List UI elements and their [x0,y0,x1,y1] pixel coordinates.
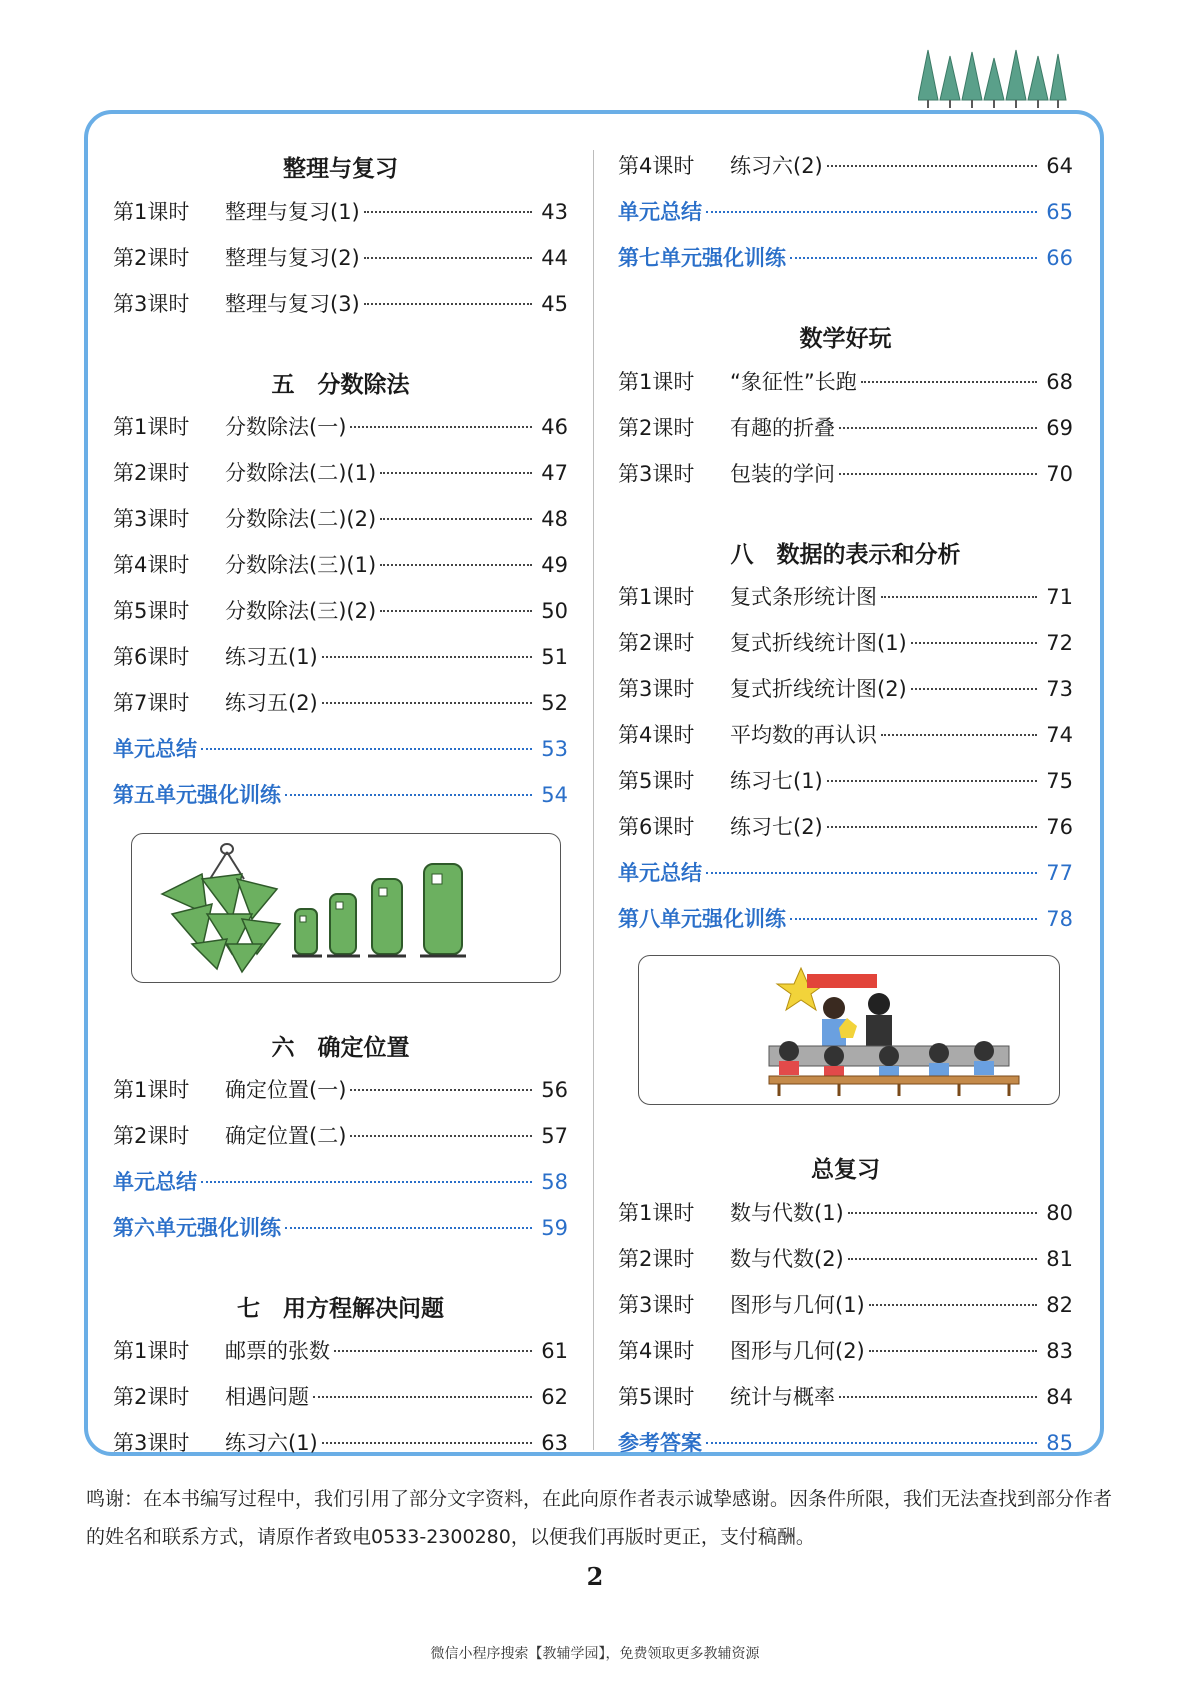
entry-page-number: 61 [541,1339,568,1363]
entry-page-number: 62 [541,1385,568,1409]
entry-title: 第六单元强化训练 [113,1216,281,1240]
toc-entry-unit5[interactable] [113,503,568,533]
lesson-number: 第3课时 [113,292,190,316]
dot-leader [706,211,1037,213]
toc-entry-unit5[interactable] [113,549,568,579]
toc-entry-unit8[interactable] [618,903,1073,933]
entry-title: 相遇问题 [225,1385,309,1409]
entry-title: 平均数的再认识 [730,723,877,747]
illustration-classroom [638,955,1060,1105]
entry-title: 复式折线统计图(1) [730,631,907,655]
page-number: 2 [586,1562,604,1591]
entry-page-number: 58 [541,1170,568,1194]
entry-page-number: 53 [541,737,568,761]
entry-title: 分数除法(二)(2) [225,507,377,531]
toc-entry-unit7[interactable] [618,196,1073,226]
dot-leader [911,688,1037,690]
entry-page-number: 74 [1046,723,1073,747]
dot-leader [322,1442,532,1444]
toc-entry-unit5[interactable] [113,457,568,487]
entry-title: 练习六(1) [225,1431,318,1455]
entry-page-number: 47 [541,461,568,485]
dot-leader [848,1258,1037,1260]
entry-page-number: 77 [1046,861,1073,885]
entry-title: 练习五(2) [225,691,318,715]
classroom-icon [639,956,1059,1104]
toc-entry-unit5[interactable] [113,595,568,625]
lesson-number: 第7课时 [113,691,190,715]
entry-page-number: 63 [541,1431,568,1455]
entry-page-number: 49 [541,553,568,577]
toc-entry-final[interactable] [618,1381,1073,1411]
zongzi-icon [132,834,560,982]
lesson-number: 第2课时 [113,1385,190,1409]
entry-title: 复式折线统计图(2) [730,677,907,701]
section-heading-review4: 整理与复习 [283,156,398,182]
toc-entry-unit7[interactable] [113,1381,568,1411]
section-heading-unit8: 八 数据的表示和分析 [730,542,961,568]
entry-title: 数与代数(1) [730,1201,844,1225]
toc-entry-final[interactable] [618,1197,1073,1227]
entry-page-number: 78 [1046,907,1073,931]
dot-leader [322,656,532,658]
entry-title: 复式条形统计图 [730,585,877,609]
entry-title: 分数除法(三)(2) [225,599,377,623]
toc-entry-unit7[interactable] [618,242,1073,272]
dot-leader [839,427,1037,429]
entry-page-number: 72 [1046,631,1073,655]
entry-title: 分数除法(三)(1) [225,553,377,577]
entry-page-number: 70 [1046,462,1073,486]
lesson-number: 第5课时 [618,769,695,793]
trees-decoration [918,48,1068,110]
lesson-number: 第4课时 [618,1339,695,1363]
lesson-number: 第1课时 [113,415,190,439]
entry-title: 分数除法(二)(1) [225,461,377,485]
section-heading-unit5: 五 分数除法 [271,372,410,398]
dot-leader [201,1181,532,1183]
entry-page-number: 44 [541,246,568,270]
entry-page-number: 73 [1046,677,1073,701]
lesson-number: 第5课时 [618,1385,695,1409]
entry-page-number: 56 [541,1078,568,1102]
entry-page-number: 83 [1046,1339,1073,1363]
dot-leader [364,257,532,259]
lesson-number: 第1课时 [618,585,695,609]
entry-page-number: 52 [541,691,568,715]
dot-leader [869,1350,1037,1352]
entry-page-number: 54 [541,783,568,807]
entry-title: 第七单元强化训练 [618,246,786,270]
toc-entry-unit8[interactable] [618,811,1073,841]
dot-leader [364,211,532,213]
toc-entry-unit5[interactable] [113,733,568,763]
dot-leader [334,1350,532,1352]
lesson-number: 第3课时 [618,677,695,701]
dot-leader [869,1304,1037,1306]
lesson-number: 第1课时 [618,370,695,394]
toc-entry-final[interactable] [618,1427,1073,1457]
acknowledgement-text: 鸣谢：在本书编写过程中，我们引用了部分文字资料，在此向原作者表示诚挚感谢。因条件所限，我们无法查找到部分作者的姓名和联系方式，请原作者致电0533-2300280，以便我们再版时更正，支付稿酬。 [86,1488,1113,1548]
entry-title: 练习五(1) [225,645,318,669]
entry-title: 第五单元强化训练 [113,783,281,807]
lesson-number: 第3课时 [113,1431,190,1455]
entry-title: 图形与几何(2) [730,1339,865,1363]
lesson-number: 第4课时 [113,553,190,577]
toc-entry-final[interactable] [618,1289,1073,1319]
dot-leader [911,642,1037,644]
lesson-number: 第6课时 [113,645,190,669]
toc-entry-unit7[interactable] [113,1427,568,1457]
section-heading-unit6: 六 确定位置 [271,1035,410,1061]
dot-leader [201,748,532,750]
toc-entry-unit6[interactable] [113,1212,568,1242]
dot-leader [380,564,532,566]
section-heading-unit7: 七 用方程解决问题 [237,1296,444,1322]
toc-entry-fun[interactable] [618,458,1073,488]
lesson-number: 第1课时 [113,200,190,224]
dot-leader [861,381,1037,383]
toc-entry-unit5[interactable] [113,779,568,809]
entry-title: 单元总结 [113,737,197,761]
entry-title: 单元总结 [618,200,702,224]
section-heading-final: 总复习 [811,1157,880,1183]
entry-page-number: 64 [1046,154,1073,178]
toc-entry-unit8[interactable] [618,581,1073,611]
entry-page-number: 45 [541,292,568,316]
dot-leader [380,472,532,474]
entry-page-number: 80 [1046,1201,1073,1225]
lesson-number: 第2课时 [618,631,695,655]
entry-page-number: 65 [1046,200,1073,224]
toc-entry-unit8[interactable] [618,673,1073,703]
entry-title: 练习七(2) [730,815,823,839]
entry-page-number: 46 [541,415,568,439]
entry-title: 确定位置(一) [225,1078,347,1102]
dot-leader [380,610,532,612]
entry-title: “象征性”长跑 [730,370,857,394]
entry-title: 单元总结 [618,861,702,885]
entry-page-number: 69 [1046,416,1073,440]
entry-title: 数与代数(2) [730,1247,844,1271]
toc-entry-review4[interactable] [113,196,568,226]
dot-leader [881,734,1037,736]
dot-leader [706,1442,1037,1444]
dot-leader [848,1212,1037,1214]
entry-title: 整理与复习(3) [225,292,360,316]
dot-leader [706,872,1037,874]
lesson-number: 第4课时 [618,154,695,178]
lesson-number: 第1课时 [618,1201,695,1225]
dot-leader [380,518,532,520]
toc-entry-final[interactable] [618,1243,1073,1273]
toc-entry-unit5[interactable] [113,411,568,441]
lesson-number: 第1课时 [113,1078,190,1102]
entry-page-number: 50 [541,599,568,623]
toc-entry-unit5[interactable] [113,641,568,671]
entry-page-number: 68 [1046,370,1073,394]
toc-entry-unit8[interactable] [618,765,1073,795]
lesson-number: 第2课时 [113,246,190,270]
dot-leader [364,303,532,305]
section-heading-fun: 数学好玩 [799,326,892,352]
lesson-number: 第4课时 [618,723,695,747]
entry-page-number: 59 [541,1216,568,1240]
dot-leader [322,702,532,704]
dot-leader [790,918,1037,920]
entry-title: 单元总结 [113,1170,197,1194]
toc-entry-unit7[interactable] [618,150,1073,180]
toc-entry-unit8[interactable] [618,627,1073,657]
lesson-number: 第3课时 [618,462,695,486]
lesson-number: 第5课时 [113,599,190,623]
toc-entry-fun[interactable] [618,412,1073,442]
lesson-number: 第6课时 [618,815,695,839]
entry-title: 分数除法(一) [225,415,347,439]
entry-title: 练习六(2) [730,154,823,178]
dot-leader [881,596,1037,598]
entry-title: 统计与概率 [730,1385,835,1409]
entry-page-number: 85 [1046,1431,1073,1455]
dot-leader [790,257,1037,259]
entry-title: 确定位置(二) [225,1124,347,1148]
lesson-number: 第2课时 [113,461,190,485]
entry-page-number: 76 [1046,815,1073,839]
toc-entry-review4[interactable] [113,288,568,318]
lesson-number: 第3课时 [618,1293,695,1317]
entry-title: 练习七(1) [730,769,823,793]
toc-entry-unit6[interactable] [113,1074,568,1104]
footer-note: 微信小程序搜索【教辅学园】，免费领取更多教辅资源 [430,1646,760,1662]
entry-title: 图形与几何(1) [730,1293,865,1317]
entry-page-number: 81 [1046,1247,1073,1271]
dot-leader [839,473,1037,475]
toc-entry-unit8[interactable] [618,857,1073,887]
entry-page-number: 66 [1046,246,1073,270]
entry-page-number: 84 [1046,1385,1073,1409]
entry-page-number: 43 [541,200,568,224]
entry-page-number: 75 [1046,769,1073,793]
entry-page-number: 48 [541,507,568,531]
entry-title: 邮票的张数 [225,1339,330,1363]
toc-entry-unit7[interactable] [113,1335,568,1365]
dot-leader [285,1227,532,1229]
entry-title: 有趣的折叠 [730,416,835,440]
lesson-number: 第2课时 [618,416,695,440]
lesson-number: 第3课时 [113,507,190,531]
lesson-number: 第2课时 [618,1247,695,1271]
entry-page-number: 57 [541,1124,568,1148]
toc-entry-review4[interactable] [113,242,568,272]
toc-entry-unit6[interactable] [113,1166,568,1196]
toc-entry-unit8[interactable] [618,719,1073,749]
entry-title: 整理与复习(2) [225,246,360,270]
entry-page-number: 51 [541,645,568,669]
toc-entry-unit6[interactable] [113,1120,568,1150]
entry-title: 整理与复习(1) [225,200,360,224]
column-divider [593,150,594,1450]
lesson-number: 第1课时 [113,1339,190,1363]
dot-leader [350,426,532,428]
entry-title: 参考答案 [618,1431,702,1455]
entry-title: 包装的学问 [730,462,835,486]
toc-entry-fun[interactable] [618,366,1073,396]
dot-leader [285,794,532,796]
toc-entry-final[interactable] [618,1335,1073,1365]
dot-leader [827,165,1037,167]
lesson-number: 第2课时 [113,1124,190,1148]
dot-leader [350,1089,532,1091]
entry-title: 第八单元强化训练 [618,907,786,931]
dot-leader [827,826,1037,828]
toc-entry-unit5[interactable] [113,687,568,717]
dot-leader [313,1396,532,1398]
dot-leader [839,1396,1037,1398]
entry-page-number: 71 [1046,585,1073,609]
dot-leader [827,780,1037,782]
illustration-zongzi-stamps [131,833,561,983]
entry-page-number: 82 [1046,1293,1073,1317]
dot-leader [350,1135,532,1137]
